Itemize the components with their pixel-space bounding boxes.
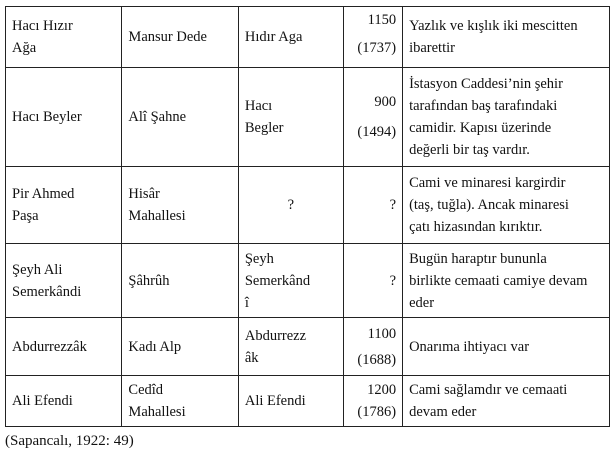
cell-year: ? [343, 244, 402, 318]
cell-year: 900 (1494) [343, 68, 402, 167]
cell-founder: ? [238, 167, 343, 244]
table-row [6, 318, 610, 376]
mosque-table [5, 6, 610, 427]
cell-name: Şeyh Ali Semerkândi [6, 244, 122, 318]
cell-name: Abdurrezzâk [6, 318, 122, 376]
cell-name: Ali Efendi [6, 376, 122, 427]
cell-note: Yazlık ve kışlık iki mescitten ibarettir [403, 7, 610, 68]
cell-note: Cami sağlamdır ve cemaati devam eder [403, 376, 610, 427]
cell-founder: Ali Efendi [238, 376, 343, 427]
table-row [6, 68, 610, 167]
cell-founder: Hıdır Aga [238, 7, 343, 68]
cell-name: Hacı Beyler [6, 68, 122, 167]
cell-location: Şâhrûh [122, 244, 238, 318]
cell-year: ? [343, 167, 402, 244]
table-row [6, 376, 610, 427]
table-row [6, 244, 610, 318]
cell-founder: Hacı Begler [238, 68, 343, 167]
cell-note: İstasyon Caddesi’nin şehir tarafından baş tarafındaki camidir. Kapısı üzerinde değerli bir taş vardır. [403, 68, 610, 167]
cell-name: Hacı Hızır Ağa [6, 7, 122, 68]
cell-location: Kadı Alp [122, 318, 238, 376]
cell-note: Cami ve minaresi kargirdir (taş, tuğla). Ancak minaresi çatı hizasından kırıktır. [403, 167, 610, 244]
cell-name: Pir Ahmed Paşa [6, 167, 122, 244]
cell-year: 1100 (1688) [343, 318, 402, 376]
cell-note: Onarıma ihtiyacı var [403, 318, 610, 376]
table-row [6, 7, 610, 68]
cell-founder: Şeyh Semerkând î [238, 244, 343, 318]
cell-location: Cedîd Mahallesi [122, 376, 238, 427]
cell-note: Bugün haraptır bununla birlikte cemaati camiye devam eder [403, 244, 610, 318]
cell-location: Hisâr Mahallesi [122, 167, 238, 244]
table-row [6, 167, 610, 244]
cell-year: 1150 (1737) [343, 7, 402, 68]
cell-year: 1200 (1786) [343, 376, 402, 427]
cell-location: Alî Şahne [122, 68, 238, 167]
source-citation: (Sapancalı, 1922: 49) [5, 433, 134, 449]
cell-location: Mansur Dede [122, 7, 238, 68]
cell-founder: Abdurrezz âk [238, 318, 343, 376]
